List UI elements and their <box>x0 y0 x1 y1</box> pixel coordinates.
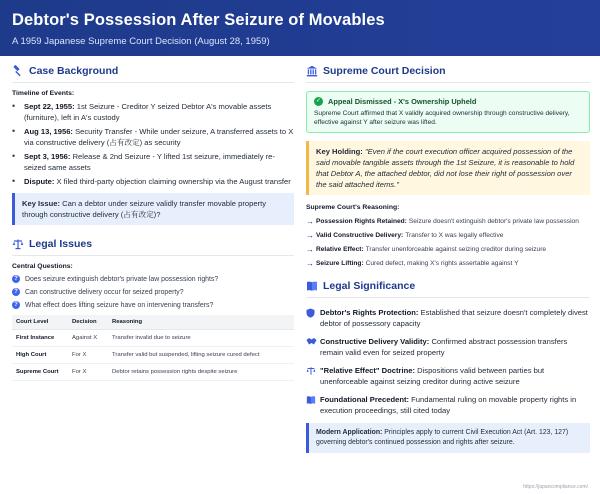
table-row: High Court For X Transfer valid but suspended, lifting seizure cured defect <box>12 347 294 364</box>
reasoning-item: → Valid Constructive Delivery: Transfer to X was legally effective <box>306 231 504 240</box>
landmark-icon <box>306 65 318 77</box>
page-header <box>0 0 600 56</box>
page-subtitle: A 1959 Japanese Supreme Court Decision (August 28, 1959) <box>12 36 270 47</box>
question-icon: ? <box>12 301 20 309</box>
appeal-result-box: ✓ Appeal Dismissed - X's Ownership Upheld Supreme Court affirmed that X validly acquired ownership through constructive delivery, effective against Y after seizure was lifted. <box>306 91 590 133</box>
timeline <box>12 101 294 187</box>
balance-icon <box>306 365 320 379</box>
scale-icon <box>12 238 24 250</box>
significance-item: "Relative Effect" Doctrine: Dispositions valid between parties but unenforceable against seizing creditor during active seizure <box>306 365 590 387</box>
table-row: First Instance Against X Transfer invalid due to seizure <box>12 330 294 347</box>
timeline-item: • Sept 22, 1955: 1st Seizure - Creditor Y seized Debtor A's movable assets (furniture), left in A's custody <box>12 101 272 122</box>
footer-url: https://japancompliance.com/ <box>523 484 588 490</box>
arrow-right-icon: → <box>306 245 314 254</box>
legal-issues-heading: Legal Issues <box>12 238 294 256</box>
handshake-icon <box>306 336 320 349</box>
legal-significance-heading: Legal Significance <box>306 280 590 298</box>
arrow-right-icon: → <box>306 231 314 240</box>
arrow-right-icon: → <box>306 259 314 268</box>
key-holding-box: Key Holding: "Even if the court execution officer acquired possession of the said movable tangible assets through the 1st Seizure, it is reasonable to hold that Debtor A, the attached debtor, did not lose their right of possession over the said attached items." <box>306 141 590 195</box>
reasoning-label: Supreme Court's Reasoning: <box>306 204 400 211</box>
timeline-item: • Aug 13, 1956: Security Transfer - While under seizure, A transferred assets to X via constructive delivery (占有改定) as security <box>12 126 294 147</box>
table-header-row: Court Level Decision Reasoning <box>12 315 294 330</box>
court-decisions-table <box>12 315 294 381</box>
book-icon <box>306 394 320 408</box>
arrow-right-icon: → <box>306 217 314 226</box>
case-background-heading: Case Background <box>12 65 294 83</box>
question-icon: ? <box>12 288 20 296</box>
timeline-item: • Dispute: X filed third-party objection claiming ownership via the August transfer <box>12 176 291 186</box>
question-item: ? Does seizure extinguish debtor's private law possession rights? <box>12 275 294 283</box>
question-item: ? What effect does lifting seizure have on intervening transfers? <box>12 301 294 309</box>
check-circle-icon: ✓ <box>315 98 322 104</box>
table-row: Supreme Court For X Debtor retains possession rights despite seizure <box>12 364 294 381</box>
shield-icon <box>306 307 320 321</box>
key-issue-box: Key Issue: Can a debtor under seizure validly transfer movable property through constructive delivery (占有改定)? <box>12 193 294 225</box>
significance-item: Foundational Precedent: Fundamental ruling on movable property rights in execution proceedings, still cited today <box>306 394 590 416</box>
gavel-icon <box>12 65 24 77</box>
question-icon: ? <box>12 275 20 283</box>
timeline-item: • Sept 3, 1956: Release & 2nd Seizure - Y lifted 1st seizure, immediately re-seized same assets <box>12 151 275 172</box>
supreme-court-heading: Supreme Court Decision <box>306 65 590 83</box>
significance-item: Debtor's Rights Protection: Established that seizure doesn't completely divest debtor of possessory capacity <box>306 307 590 329</box>
page-title: Debtor's Possession After Seizure of Movables <box>12 11 385 29</box>
modern-application-box: Modern Application: Principles apply to current Civil Execution Act (Art. 123, 127) governing debtor's continued possession and rights after seizure. <box>306 423 590 453</box>
reasoning-item: → Relative Effect: Transfer unenforceable against seizing creditor during seizure <box>306 245 547 254</box>
book-icon <box>306 280 318 292</box>
reasoning-item: → Possession Rights Retained: Seizure doesn't extinguish debtor's private law possession <box>306 217 579 226</box>
right-column <box>306 60 590 453</box>
left-column <box>12 60 294 381</box>
timeline-label: Timeline of Events: <box>12 90 75 97</box>
significance-item: Constructive Delivery Validity: Confirmed abstract possession transfers remain valid even for seized property <box>306 336 590 358</box>
question-item: ? Can constructive delivery occur for seized property? <box>12 288 294 296</box>
central-questions-label: Central Questions: <box>12 263 73 270</box>
reasoning-item: → Seizure Lifting: Cured defect, making X's rights assertable against Y <box>306 259 519 268</box>
